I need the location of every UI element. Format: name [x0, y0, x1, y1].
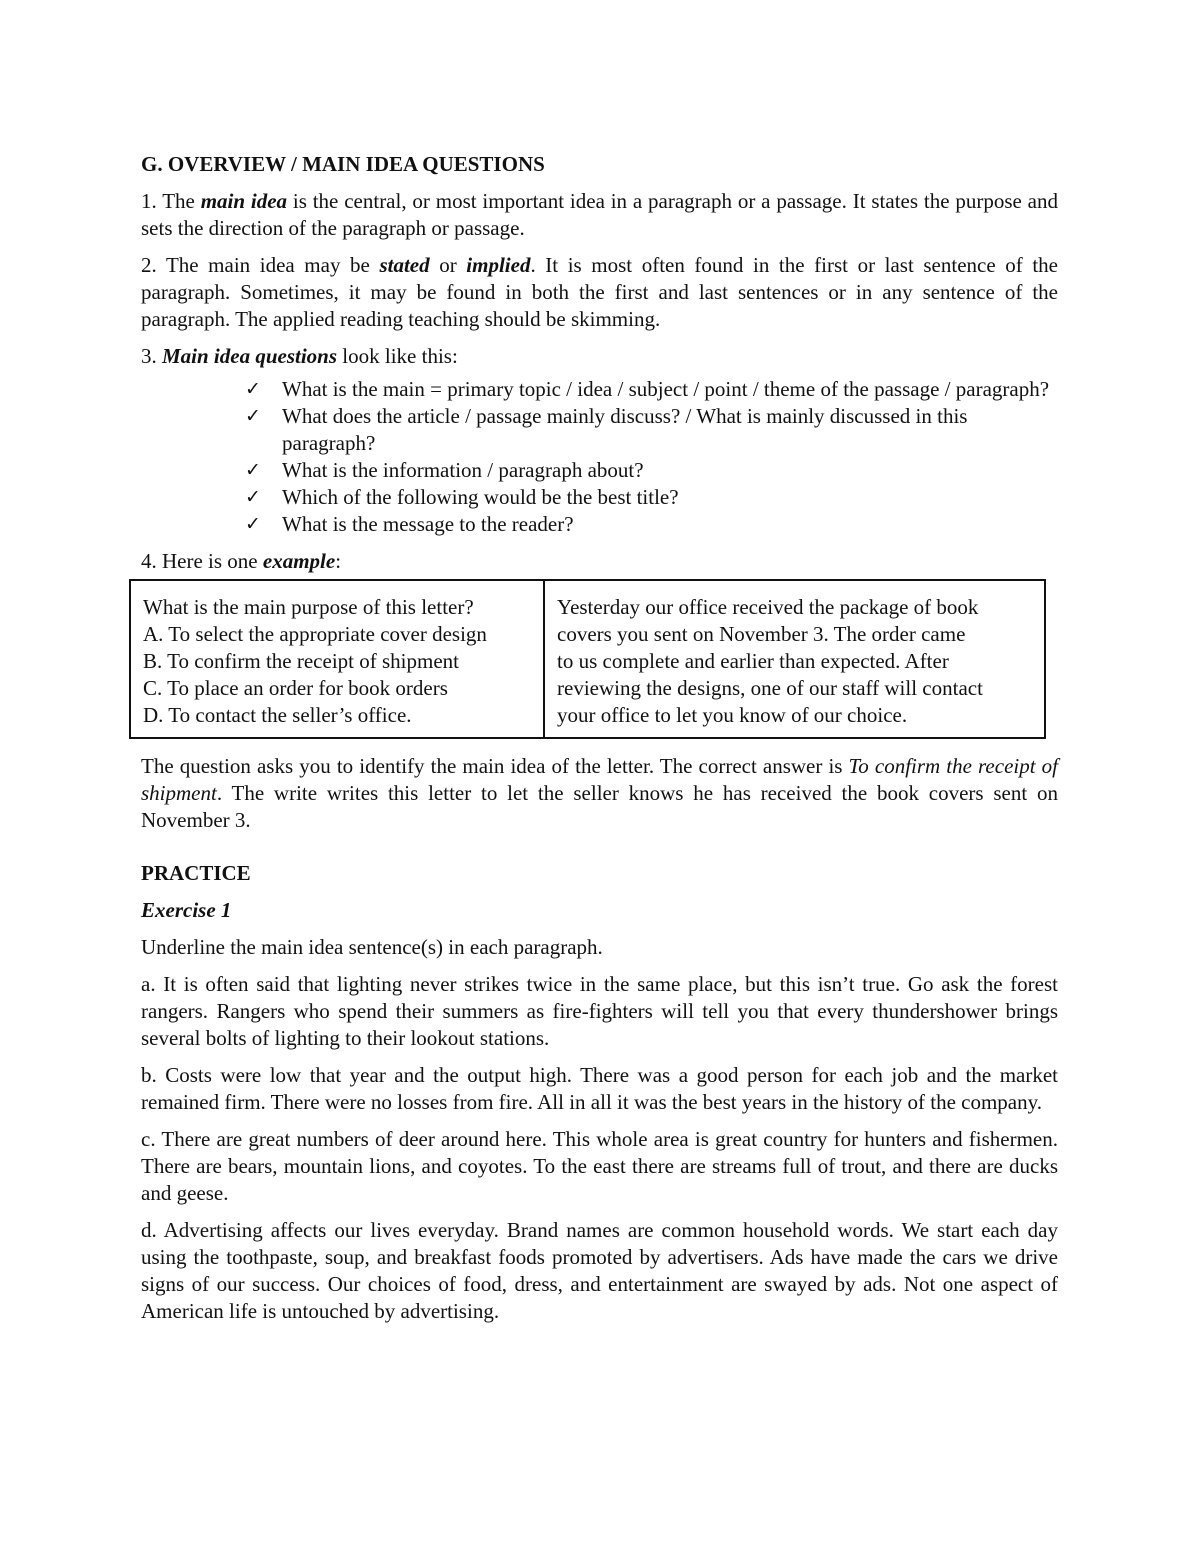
example-question: What is the main purpose of this letter? — [143, 595, 474, 619]
passage-line: reviewing the designs, one of our staff will contact — [557, 676, 983, 700]
list-item — [245, 403, 1058, 457]
question-text: What is the message to the reader? — [282, 512, 574, 536]
list-item — [245, 511, 1058, 538]
list-item — [245, 484, 1058, 511]
example-option: D. To contact the seller’s office. — [143, 703, 412, 727]
passage-line: your office to let you know of our choice. — [557, 703, 908, 727]
exercise-paragraph-b: b. Costs were low that year and the output high. There was a good person for each job and the market remained firm. There were no losses from fire. All in all it was the best years in the history of the company. — [141, 1063, 1058, 1114]
point-4-pre: 4. Here is one — [141, 549, 263, 573]
point-3-post: look like this: — [337, 344, 458, 368]
point-3 — [141, 343, 1058, 370]
point-2-emphasis-implied: implied — [466, 253, 531, 277]
practice-heading: PRACTICE — [141, 861, 251, 885]
example-passage-cell — [544, 580, 1045, 738]
checkmark-icon: ✓ — [245, 513, 261, 535]
example-option: A. To select the appropriate cover design — [143, 622, 487, 646]
example-option: B. To confirm the receipt of shipment — [143, 649, 459, 673]
exercise-paragraph-d: d. Advertising affects our lives everyday. Brand names are common household words. We start each day using the toothpaste, soup, and breakfast foods promoted by advertisers. Ads have made the cars we drive signs of our success. Our choices of food, dress, and entertainment are swayed by ads. Not one aspect of American life is untouched by advertising. — [141, 1218, 1058, 1323]
explanation-pre: The question asks you to identify the main idea of the letter. The correct answer is — [141, 754, 849, 778]
question-text: What does the article / passage mainly discuss? / What is mainly discussed in this paragraph? — [282, 404, 968, 455]
passage-line: to us complete and earlier than expected. After — [557, 649, 949, 673]
explanation-post: . The write writes this letter to let the seller knows he has received the book covers sent on November 3. — [141, 781, 1058, 832]
point-4 — [141, 548, 1058, 575]
checkmark-icon: ✓ — [245, 459, 261, 481]
question-list — [141, 376, 1058, 538]
exercise-heading: Exercise 1 — [141, 898, 232, 922]
point-4-emphasis: example — [262, 549, 336, 573]
point-1-post: is the central, or most important idea in a paragraph or a passage. It states the purpose and sets the direction of the paragraph or passage. — [141, 189, 1058, 240]
point-1-pre: 1. The — [141, 189, 201, 213]
exercise-paragraph-c: c. There are great numbers of deer around here. This whole area is great country for hunters and fishermen. There are bears, mountain lions, and coyotes. To the east there are streams full of trout, and there are ducks and geese. — [141, 1127, 1058, 1205]
list-item — [245, 376, 1058, 403]
point-1-emphasis: main idea — [200, 189, 288, 213]
question-text: What is the main = primary topic / idea / subject / point / theme of the passage / paragraph? — [282, 377, 1050, 401]
point-2-post: . It is most often found in the first or last sentence of the paragraph. Sometimes, it may be found in both the first and last sentences or in any sentence of the paragraph. The applied reading teaching should be skimming. — [141, 253, 1058, 331]
passage-line: covers you sent on November 3. The order came — [557, 622, 966, 646]
list-item — [245, 457, 1058, 484]
checkmark-icon: ✓ — [245, 486, 261, 508]
point-2-pre: 2. The main idea may be — [141, 253, 380, 277]
example-question-cell — [130, 580, 544, 738]
point-3-pre: 3. — [141, 344, 162, 368]
explanation-answer: To confirm the receipt of shipment — [141, 754, 1058, 805]
example-table — [129, 579, 1046, 739]
point-2 — [141, 252, 1058, 333]
exercise-instruction: Underline the main idea sentence(s) in each paragraph. — [141, 935, 603, 959]
example-option: C. To place an order for book orders — [143, 676, 448, 700]
point-1 — [141, 188, 1058, 242]
question-text: Which of the following would be the best title? — [282, 485, 679, 509]
explanation — [141, 753, 1058, 834]
checkmark-icon: ✓ — [245, 378, 261, 400]
point-3-emphasis: Main idea questions — [162, 344, 338, 368]
question-text: What is the information / paragraph about? — [282, 458, 644, 482]
point-2-emphasis-stated: stated — [379, 253, 430, 277]
passage-line: Yesterday our office received the package of book — [557, 595, 979, 619]
point-2-mid: or — [429, 253, 467, 277]
exercise-paragraph-a: a. It is often said that lighting never strikes twice in the same place, but this isn’t true. Go ask the forest rangers. Rangers who spend their summers as fire-fighters will tell you that every thundershower brings several bolts of lighting to their lookout stations. — [141, 972, 1058, 1050]
document-page — [141, 151, 1058, 1335]
point-4-post: : — [335, 549, 342, 573]
section-title: G. OVERVIEW / MAIN IDEA QUESTIONS — [141, 152, 545, 176]
checkmark-icon: ✓ — [245, 405, 261, 427]
